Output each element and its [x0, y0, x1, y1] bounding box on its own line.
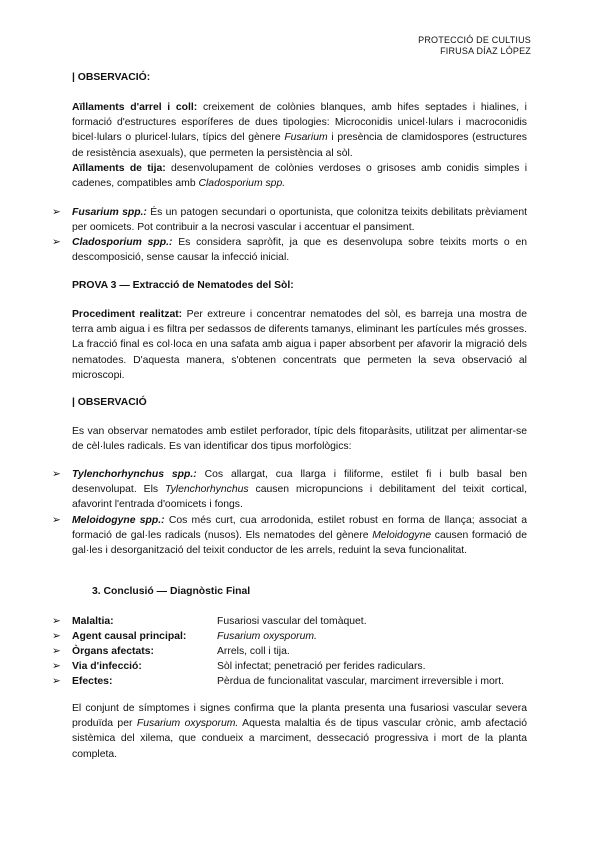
bullet-fusarium-name: Fusarium spp.: [72, 207, 147, 218]
paragraph-observacio-intro: Es van observar nematodes amb estilet perforador, típic dels fitoparàsits, utilitzat per alimentar-se de cèl·lules radicals. Es van identificar dos tipus morfològics: [72, 426, 527, 453]
diagnosis-row [52, 629, 527, 644]
arrow-bullet-icon: ➢ [52, 237, 61, 248]
bullet-cladosporium-text: Es considera sapròfit, ja que es desenvolupa sobre teixits morts o en descomposició, sense causar la infecció inicial. [72, 237, 527, 264]
header-author: FIRUSA DÍAZ LÓPEZ [440, 46, 531, 56]
diagnosis-value: Arrels, coll i tija. [217, 646, 290, 657]
bullet-cladosporium-name: Cladosporium spp.: [72, 237, 173, 248]
bullet-meloidogyne [52, 513, 527, 559]
arrow-bullet-icon: ➢ [52, 616, 61, 627]
bullet-tylenchorhynchus-name: Tylenchorhynchus spp.: [72, 469, 197, 480]
diagnosis-key: Efectes: [72, 676, 113, 687]
paragraph-aillaments-arrel [72, 100, 527, 161]
bullet-fusarium-text: És un patogen secundari o oportunista, que colonitza teixits debilitats prèviament per oomicets. Pot contribuir a la necrosi vascular i accentuar el pansiment. [72, 207, 527, 234]
bullet-tylenchorhynchus [52, 467, 527, 513]
diagnosis-value: Fusarium oxysporum. [217, 631, 317, 642]
arrow-bullet-icon: ➢ [52, 646, 61, 657]
text-aillaments-arrel-end: i presència de clamidospores (estructures de resistència asexuals), que permeten la persistència al sòl. [72, 132, 528, 159]
diagnosis-key: Malaltia: [72, 616, 114, 627]
header-course: PROTECCIÓ DE CULTIUS [418, 35, 531, 45]
bullet-meloidogyne-text-end: causen formació de gal·les i desorganització del teixit conductor de les arrels, reduint la seva funcionalitat. [72, 530, 527, 557]
species-fusarium-oxysporum: Fusarium oxysporum. [136, 718, 239, 730]
bullet-meloidogyne-name: Meloidogyne spp.: [72, 515, 165, 526]
diagnosis-row [52, 674, 527, 689]
text-aillaments-arrel: creixement de colònies blanques, amb hifes septades i hialines, i formació d'estructures esporíferes de dues tipologies: Microconidis unicel·lulars i macroconidis bicel·lulars o pluricel·lulars, típics del gènere [72, 102, 527, 144]
observacio-heading-1: | OBSERVACIÓ: [72, 72, 151, 83]
diagnosis-row [52, 659, 527, 674]
paragraph-procediment [72, 307, 527, 383]
paragraph-conclusio-final [72, 701, 527, 762]
diagnosis-row [52, 644, 527, 659]
arrow-bullet-icon: ➢ [52, 661, 61, 672]
conclusio-heading: 3. Conclusió — Diagnòstic Final [92, 586, 251, 597]
label-aillaments-arrel: Aïllaments d'arrel i coll: [72, 102, 198, 113]
prova3-heading: PROVA 3 — Extracció de Nematodes del Sòl: [72, 280, 294, 291]
arrow-bullet-icon: ➢ [52, 469, 61, 480]
diagnosis-value: Sòl infectat; penetració per ferides radiculars. [217, 661, 426, 672]
label-aillaments-tija: Aïllaments de tija: [72, 163, 166, 174]
diagnosis-row [52, 614, 527, 629]
bullet-tylenchorhynchus-text-end: causen micropuncions i debilitament del teixit cortical, afavorint l'entrada d'oomicets i fongs. [72, 484, 527, 511]
bullet-cladosporium [52, 235, 527, 265]
genus-meloidogyne: Meloidogyne [372, 530, 432, 542]
label-procediment: Procediment realitzat: [72, 309, 183, 320]
genus-fusarium: Fusarium [284, 132, 328, 144]
genus-cladosporium: Cladosporium spp. [198, 178, 286, 190]
diagnosis-key: Agent causal principal: [72, 631, 187, 642]
paragraph-aillaments-tija [72, 161, 527, 191]
diagnosis-value: Pèrdua de funcionalitat vascular, marciment irreversible i mort. [217, 676, 505, 687]
text-procediment: Per extreure i concentrar nematodes del sòl, es barreja una mostra de terra amb aigua i es filtra per sedassos de diferents tamanys, eliminant les partícules més grosses. La fracció final es col·loca en una safata amb aigua i paper absorbent per afavorir la migració dels nematodes. D'aquesta manera, s'obtenen concentrats que permeten la seva observació al microscopi. [72, 309, 527, 381]
text-conclusio-final-end: Aquesta malaltia és de tipus vascular crònic, amb afectació sistèmica del xilema, que condueix a marciment, dessecació progressiva i mort de la planta completa. [72, 718, 527, 760]
arrow-bullet-icon: ➢ [52, 631, 61, 642]
diagnosis-key: Via d'infecció: [72, 661, 142, 672]
arrow-bullet-icon: ➢ [52, 515, 61, 526]
genus-tylenchorhynchus: Tylenchorhynchus [165, 484, 249, 496]
text-aillaments-tija: desenvolupament de colònies verdoses o grisoses amb conidis simples i cadenes, compatibles amb [72, 163, 527, 190]
text-conclusio-final: El conjunt de símptomes i signes confirma que la planta presenta una fusariosi vascular severa produïda per [72, 703, 527, 730]
diagnosis-key: Òrgans afectats: [72, 646, 154, 657]
observacio-heading-2: | OBSERVACIÓ [72, 397, 147, 408]
arrow-bullet-icon: ➢ [52, 207, 61, 218]
bullet-meloidogyne-text: Cos més curt, cua arrodonida, estilet robust en forma de llança; associat a formació de gal·les radicals (nusos). Els nematodes del gènere [72, 515, 528, 542]
page-header [418, 35, 531, 57]
bullet-fusarium [52, 205, 527, 235]
bullet-tylenchorhynchus-text: Cos allargat, cua llarga i filiforme, estilet fi i bulb basal ben desenvolupat. Els [72, 469, 527, 496]
arrow-bullet-icon: ➢ [52, 676, 61, 687]
diagnosis-value: Fusariosi vascular del tomàquet. [217, 616, 367, 627]
